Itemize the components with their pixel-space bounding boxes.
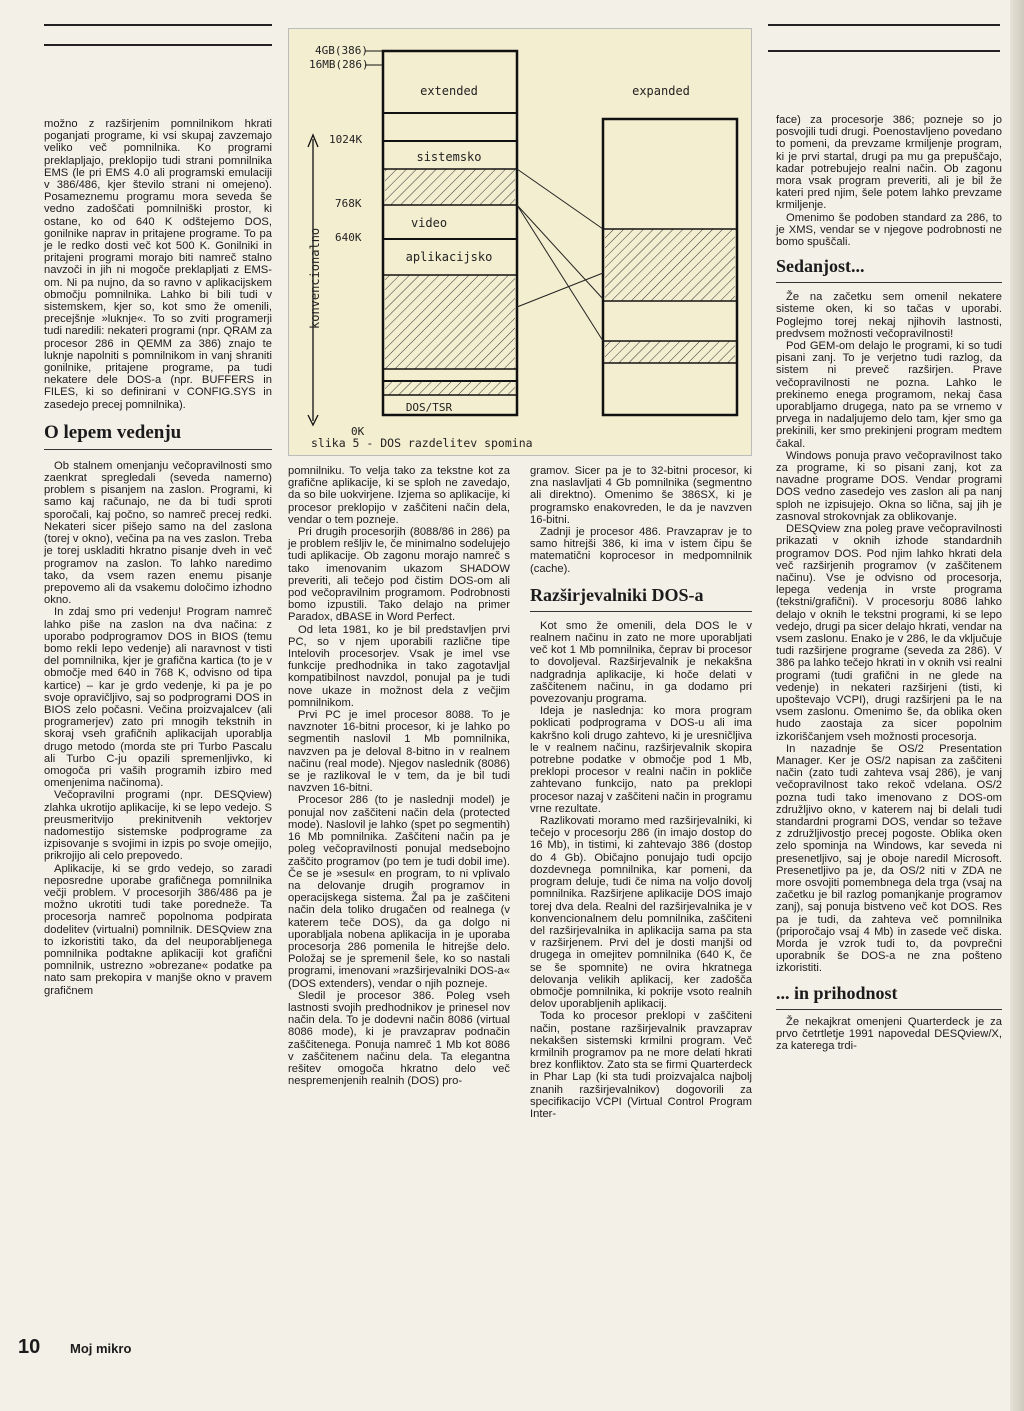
col3-paragraph-1: gramov. Sicer pa je to 32-bitni procesor, ki zna naslavljati 4 Gb pomnilnika (segmentno ali direktno). Omenimo še 386SX, ki je programsko enakovreden, le da je navzven 16-bitni.: [530, 465, 752, 526]
col1-paragraph-3: In zdaj smo pri vedenju! Program namreč lahko piše na zaslon na dva načina: z uporabo podprogramov DOS in BIOS (temu bomo rekli lepo vedenje) ali naravnost v tisti del pomnilnika, kjer je grafična kartica (to je v območje med 640 in 768 K, odvisno od tipa kartice) – kar je grdo vedenje, ki pa je po svoje opravičljivo, saj so podprogrami DOS in BIOS zelo počasni. Večina proizvajalcev (ali programerjev) zato pri mnogih tekstnih in skoraj vseh grafičnih aplikacijah uporablja drugo metodo (morda ste pri Turbo Pascalu ali Turbo C-ju opazili spremenljivko, ki omogoča pri vaših programih izbiro med omenjenima načinoma).: [44, 606, 272, 790]
magazine-name: Moj mikro: [70, 1341, 132, 1356]
col3-paragraph-4: Ideja je naslednja: ko mora program poklicati podprograma v DOS-u ali ima kakršno koli drugo zahtevo, ki je uresničljiva le v realnem načinu, razširjevalnik skopira potrebne podatke v območje pod 1 Mb, preklopi procesor v realni način in pokliče zahtevano funkcijo, nato pa preklopi procesor nazaj v zaščiteni način in programu vrne rezultate.: [530, 705, 752, 815]
col3-paragraph-5: Razlikovati moramo med razširjevalniki, ki tečejo v procesorju 286 (in imajo dostop do 16 Mb), in tistimi, ki zahtevajo 386 (dostop do 4 Gb). Običajno ponujajo tudi opcijo dozdevnega pomnilnika, kar pomeni, da program deluje, tudi če nima na voljo dovolj pomnilnika. Razširjene aplikacije DOS imajo torej dva dela. Realni del razširjevalnika je v konvencionalnem delu pomnilnika, zaščiteni del razširjevalnika in aplikacija sama pa sta v razširjenem. Prvi del je dosti manjši od drugega in omejitev pomnilnika (640 K, če se še spomnite) ne ovira hkratnega delovanja velikih aplikacij, ker zadošča območje pomnilnika, ki pokrije vsoto realnih delov uporabljenih aplikacij.: [530, 815, 752, 1011]
col3-paragraph-6: Toda ko procesor preklopi v zaščiteni način, postane razširjevalnik pravzaprav nekakšen sistemski krmilni program. Več krmilnih programov pa ne more delati hkrati brez konfliktov. Zato sta se firmi Quarterdeck in Phar Lap (ki sta tudi proizvajalca najbolj znanih razširjevalnikov) dogovorili za specifikacijo VCPI (Virtual Control Program Inter-: [530, 1010, 752, 1120]
col4-paragraph-1: face) za procesorje 386; pozneje so jo posvojili tudi drugi. Poenostavljeno povedano to pomeni, da prevzame krmiljenje program, ki je prvi startal, drugi pa mu ga prepuščajo, kadar potrebujejo realni način. Ob zagonu mora vsak program preveriti, ali je bil že kateri pred njim, šele potem lahko prevzame krmiljenje.: [776, 114, 1002, 212]
page-number: 10: [18, 1336, 41, 1358]
col3-paragraph-2: Zadnji je procesor 486. Pravzaprav je to samo hitrejši 386, ki ima v istem čipu še matematični koprocesor in medpomnilnik (cache).: [530, 526, 752, 575]
expanded-page-1: [605, 229, 735, 301]
memory-diagram-figure: [288, 28, 752, 456]
col1-paragraph-1: možno z razširjenim pomnilnikom hkrati poganjati programe, ki vsi skupaj zavzemajo veliko več pomnilnika. Ko programi preklapljajo, preklopijo tudi strani pomnilnika EMS (le pri EMS 4.0 ali programski emulaciji v 386/486, kjer število strani ni omejeno). Posameznemu programu mora seveda še vedno zadoščati pomnilniški prostor, ki ostane, ko od 640 K odštejemo DOS, gonilnike naprav in pritajene programe. To pa je le redko dosti več kot 500 K. Gonilniki in pritajeni programi morajo biti namreč stalno navzoči in jih ni mogoče preklapljati z EMS-om. Ni pa nujno, da so ravno v aplikacijskem območju pomnilnika. Lahko bi bili tudi v sistemskem, kjer so, kot smo že omenili, precejšnje »luknje«. To so zviti programerji tudi naredili: nekateri programi (npr. QRAM za procesor 286 in QEMM za 386) znajo te luknje napolniti s pomnilnikom in vanj shraniti gonilnike, pritajene programe, pa tudi nekatere dele DOS-a (npr. BUFFERS in FILES, ki so definirani v CONFIG.SYS in zasedejo precej pomnilnika).: [44, 118, 272, 411]
col4-paragraph-4: Pod GEM-om delajo le programi, ki so tudi pisani zanj. To je verjetno tudi razlog, da sistem ni preveč razširjen. Prave večopravilnosti ne pozna. Lahko le prekinemo enega programom, nekaj časa uporabljamo drugega, nato pa se vrnemo v prvega in nadaljujemo delo tam, kjer smo ga prekinili, ker smo prekinjeni program medtem čakal.: [776, 340, 1002, 450]
col2-paragraph-3: Od leta 1981, ko je bil predstavljen prvi PC, so v njem uporabili različne tipe Intelovih procesorjev. Vsak je imel vse funkcije predhodnika in tako zagotavljal kompatibilnost navzdol, ponujal pa je tudi nove ukaze in možnost dela z večjim pomnilnikom.: [288, 623, 510, 709]
column-2: [288, 465, 510, 1087]
heading-o-lepem-vedenju: O lepem vedenju: [44, 417, 272, 450]
label-0k: 0K: [351, 425, 365, 438]
col4-paragraph-6: DESQview zna poleg prave večopravilnosti prikazati v oknih izhode standardnih programov DOS. Pod njim lahko hkrati dela več razširjenih programov (v zaščitenem načinu). Vse je odvisno od procesorja, lepega vedenja in vrste programa (tekstni/grafični). V procesorju 8086 lahko delajo v oknih le tekstni programi, ki se lepo vedejo, drugi pa sicer delajo hkrati, vendar na vsem zaslonu. Enako je v 286, le da vključuje tudi razširjene programe (seveda za 286). V 386 pa lahko tečejo hkrati in v oknih vsi realni programi (tudi grafični in ne glede na vedenje) in nekateri razširjeni (tisti, ki upoštevajo VCPI), drugi razširjeni pa le na vsem zaslonu. Omenimo še, da oblika oken hudo zaostaja za sicer popolnim izkoriščanjem vseh možnosti procesorja.: [776, 523, 1002, 743]
label-dos-tsr: DOS/TSR: [405, 401, 453, 414]
sistemsko-hatched-area: [385, 169, 515, 205]
col3-paragraph-3: Kot smo že omenili, dela DOS le v realnem načinu in zato ne more uporabljati več kot 1 Mb pomnilnika, čeprav bi procesor to dovoljeval. Razširjevalnik je nekakšna nadgradnja aplikacije, ki hoče delati v zaščitenem načinu, in ga dodamo pri povezovanju programa.: [530, 619, 752, 706]
label-640k: 640K: [335, 231, 362, 244]
col2-paragraph-1: pomnilniku. To velja tako za tekstne kot za grafične aplikacije, ki se sploh ne zavedajo, da so bile uokvirjene. Izjema so aplikacije, ki procesor preklopijo v zaščiteni način dela, vendar o tem pozneje.: [288, 465, 510, 526]
top-rule-left: [44, 24, 272, 26]
col2-paragraph-4: Prvi PC je imel procesor 8088. To je navznoter 16-bitni procesor, ki je lahko po segmentih naslovil 1 Mb pomnilnika, navzven pa je deloval 8-bitno in v realnem načinu (real mode). Njegov naslednik (8086) se je razlikoval le v tem, da je bil tudi navzven 16-bitni.: [288, 709, 510, 795]
label-4gb: 4GB(386): [315, 44, 368, 57]
col4-paragraph-3: Že na začetku sem omenil nekatere sisteme oken, ki so tačas v uporabi. Poglejmo torej nekaj njihovih lastnosti, predvsem možnosti večopravilnosti!: [776, 291, 1002, 340]
column-4: [776, 114, 1002, 1052]
label-1024k: 1024K: [329, 133, 363, 146]
label-expanded: expanded: [632, 84, 690, 98]
label-16mb: 16MB(286): [309, 58, 369, 71]
heading-in-prihodnost: ... in prihodnost: [776, 977, 1002, 1010]
top-rule-right: [768, 24, 1000, 26]
col2-paragraph-5: Procesor 286 (to je naslednji model) je ponujal nov zaščiteni način dela (protected mode). Naslovil je lahko (spet po segmentih) 16 Mb pomnilnika. Zaščiteni način pa je poleg večopravilnosti ponujal medsebojno zaščito programov (po tem je tudi dobil ime). Če se je »sesul« en program, to ni vplivalo na delovanje drugih programov in operacijskega sistema. Žal pa je zaščiteni način dela toliko drugačen od realnega (v katerem teče DOS), da ga dolgo ni uporabljala nobena aplikacija in je uporaba procesorja 286 pomenila le hitrejše delo. Položaj se je spremenil šele, ko so nastali programi, imenovani »razširjevalniki DOS-a« (DOS extenders), vendar o njih pozneje.: [288, 794, 510, 990]
figure-caption: slika 5 - DOS razdelitev spomina: [311, 436, 533, 450]
top-rule-right-2: [768, 50, 1000, 52]
col4-paragraph-7: In nazadnje še OS/2 Presentation Manager. Ker je OS/2 napisan za zaščiteni način (zato tudi zahteva vsaj 286), je vanj večopravilnost tako rekoč vdelana. OS/2 pozna tudi tako imenovano z DOS-om združljivo okno, v katerem naj bi delali tudi standardni programi DOS, vendar so težave z združljivostjo precej pogoste. Oblika oken zelo spominja na Windows, kar seveda ni presenetljivo, saj je oboje naredil Microsoft. Presenetljivo pa je, da OS/2 niti v ZDA ne more osvojiti pomembnega dela trga (vsaj na začetku je bil razlog pomanjkanje programov zanj), saj ponuja bistveno več kot DOS. Res pa je tudi, da zahteva več pomnilnika (priporočajo vsaj 4 Mb) in zasede več diska. Morda je vzrok tudi to, da povprečni uporabnik še DOS-a ne zna pošteno izkoristiti.: [776, 742, 1002, 975]
expanded-page-2: [605, 341, 735, 363]
label-video: video: [410, 216, 448, 230]
col1-paragraph-4: Večopravilni programi (npr. DESQview) zlahka ukrotijo aplikacije, ki se lepo vedejo. S preusmeritvijo prekinitvenih vektorjev nadomestijo sistemske podprograme za izpisovanje s svojimi in izpis po svoje omejijo, prikrojijo ali celo prepovedo.: [44, 789, 272, 863]
label-768k: 768K: [335, 197, 362, 210]
col4-paragraph-5: Windows ponuja pravo večopravilnost tako za programe, ki so pisani zanj, kot za navadne programe DOS. Vendar programi DOS vedno zasedejo ves zaslon ali pa nanj sploh ne izpisujejo. Okna so lična, saj jih je zasnoval strokovnjak za oblikovanje.: [776, 449, 1002, 523]
column-1: [44, 118, 272, 997]
page-edge-shadow: [1010, 0, 1024, 1411]
column-3: [530, 465, 752, 1120]
col2-paragraph-2: Pri drugih procesorjih (8088/86 in 286) pa je problem rešljiv le, če minimalno sodelujejo tudi aplikacije. Ob zagonu morajo namreč s tako imenovanim ukazom SHADOW preveriti, ali tečejo pod čistim DOS-om ali pod večopravilnim programom. Podrobnosti bomo izpustili. Tako delajo na primer Paradox, dBASE in Word Perfect.: [288, 526, 510, 624]
lower-hatched-area: [385, 381, 515, 395]
heading-razsirjevalniki-dos-a: Razširjevalniki DOS-a: [530, 579, 752, 612]
heading-sedanjost: Sedanjost...: [776, 250, 1002, 283]
col1-paragraph-5: Aplikacije, ki se grdo vedejo, so zaradi neposredne uporabe grafičnega pomnilnika večji problem. V procesorjih 386/486 pa je možno ukrotiti tudi take porednеže. Ta procesorja namreč popolnoma podpirata dodelitev (virtualni) pomnilnik. DESQview zna to izkoristiti tako, da del neuporabljenega pomnilnika podtakne aplikaciji kot grafični pomnilnik, ustrezno »obrezane« podatke pa nato sam prekopira v manjše okno v pravem grafičnem: [44, 862, 272, 997]
col4-paragraph-2: Omenimo še podoben standard za 286, to je XMS, vendar se v njegove podrobnosti ne bomo spuščali.: [776, 211, 1002, 249]
col4-paragraph-8: Že nekajkrat omenjeni Quarterdeck je za prvo četrtletje 1991 napovedal DESQview/X, za katerega trdi-: [776, 1015, 1002, 1053]
label-aplikacijsko: aplikacijsko: [405, 250, 493, 264]
col1-paragraph-2: Ob stalnem omenjanju večopravilnosti smo zaenkrat spregledali (seveda namerno) problem s pisanjem na zaslon. Programi, ki samo kaj računajo, ne da bi tudi sproti sporočali, kaj počno, so namreč precej redki. Nekateri sicer pišejo samo na del zaslona (torej v okno), večina pa na ves zaslon. Treba je torej uskladiti hkratno pisanje dveh in več programov na zaslon. To lahko naredimo tako, da vsem razen enemu pisanje prepovemo ali da vsakemu določimo izhodno okno.: [44, 459, 272, 607]
label-sistemsko: sistemsko: [416, 150, 482, 164]
top-rule-left-2: [44, 44, 272, 46]
label-konvencionalno: konvencionalno: [308, 227, 322, 329]
aplikacijsko-hatched-area: [385, 275, 515, 369]
label-extended: extended: [420, 84, 478, 98]
col2-paragraph-6: Sledil je procesor 386. Poleg vseh lastnosti svojih predhodnikov je prinesel nov način dela. To je dodevni način 8086 (virtual 8086 mode), ki je pravzaprav podnačin zaščitenega. Ponuja namreč 1 Mb kot 8086 v zaščitenem načinu dela. Ta elegantna rešitev omogoča hkratno delo več nespremenjenih realnih (DOS) pro-: [288, 989, 510, 1088]
memory-diagram: [289, 29, 751, 455]
